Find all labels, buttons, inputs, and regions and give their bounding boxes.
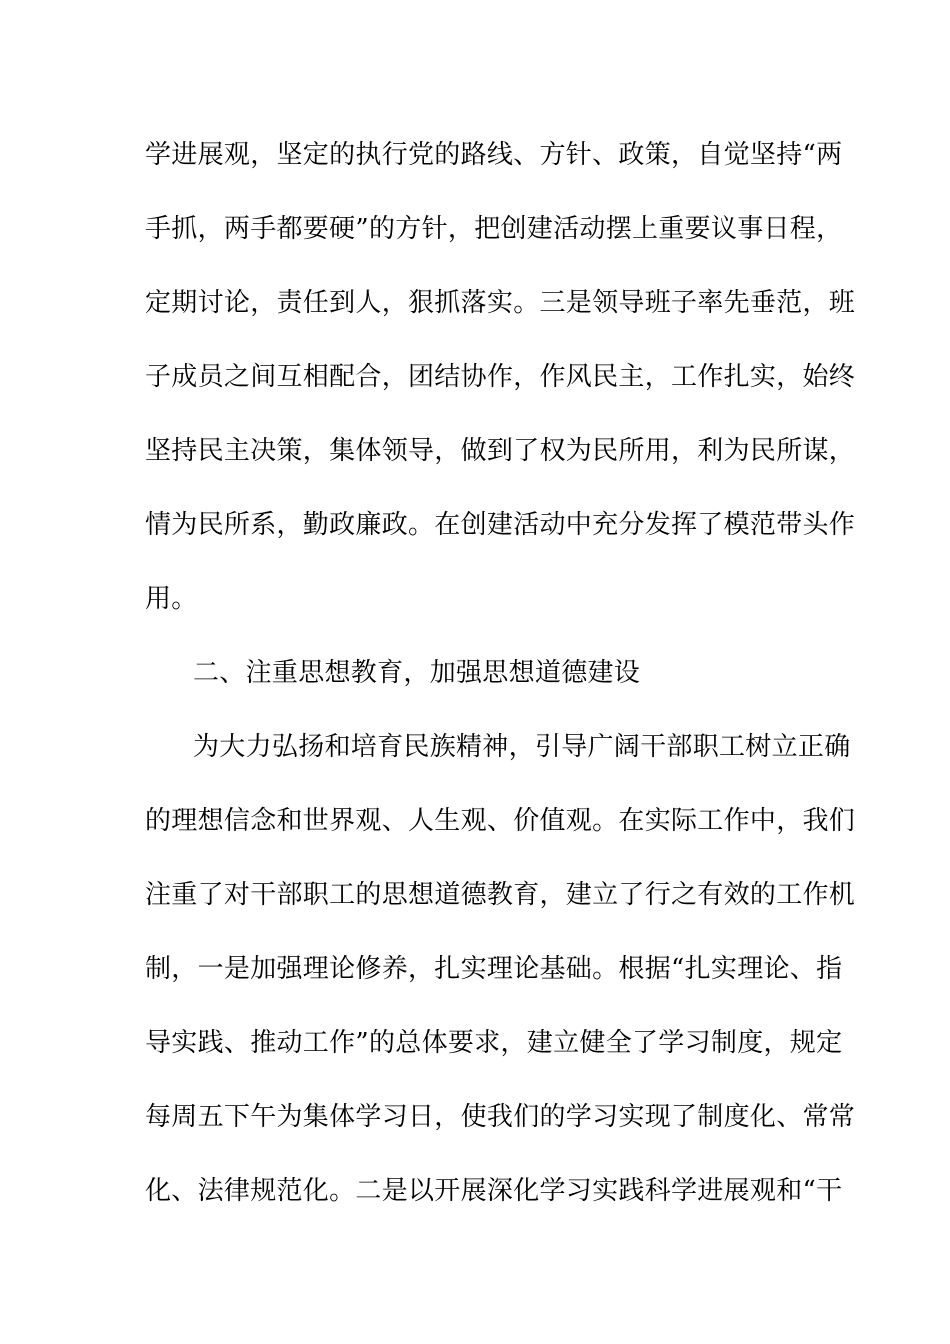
body-text <box>145 135 856 1245</box>
paragraph-line: 坚持民主决策，集体领导，做到了权为民所用，利为民所谋， <box>145 436 856 466</box>
paragraph-line: 为大力弘扬和培育民族精神，引导广阔干部职工树立正确 <box>193 732 851 762</box>
paragraph-line: 用。 <box>145 584 198 614</box>
paragraph-line: 导实践、推动工作”的总体要求，建立健全了学习制度，规定 <box>145 1028 843 1058</box>
paragraph-line: 手抓，两手都要硬”的方针，把创建活动摆上重要议事日程， <box>145 214 843 244</box>
paragraph-line: 注重了对干部职工的思想道德教育，建立了行之有效的工作机 <box>145 880 856 910</box>
paragraph-line: 学进展观，坚定的执行党的路线、方针、政策，自觉坚持“两 <box>145 140 843 170</box>
section-heading: 二、注重思想教育，加强思想道德建设 <box>193 658 641 688</box>
paragraph-line: 子成员之间互相配合，团结协作，作风民主，工作扎实，始终 <box>145 362 856 392</box>
paragraph-line: 每周五下午为集体学习日，使我们的学习实现了制度化、常常 <box>145 1102 856 1132</box>
paragraph-line: 的理想信念和世界观、人生观、价值观。在实际工作中，我们 <box>145 806 856 836</box>
paragraph-line: 制，一是加强理论修养，扎实理论基础。根据“扎实理论、指 <box>145 954 843 984</box>
paragraph-line: 情为民所系，勤政廉政。在创建活动中充分发挥了模范带头作 <box>145 510 856 540</box>
paragraph-line: 化、法律规范化。二是以开展深化学习实践科学进展观和“干 <box>145 1176 843 1206</box>
paragraph-line: 定期讨论，责任到人，狠抓落实。三是领导班子率先垂范，班 <box>145 288 856 318</box>
